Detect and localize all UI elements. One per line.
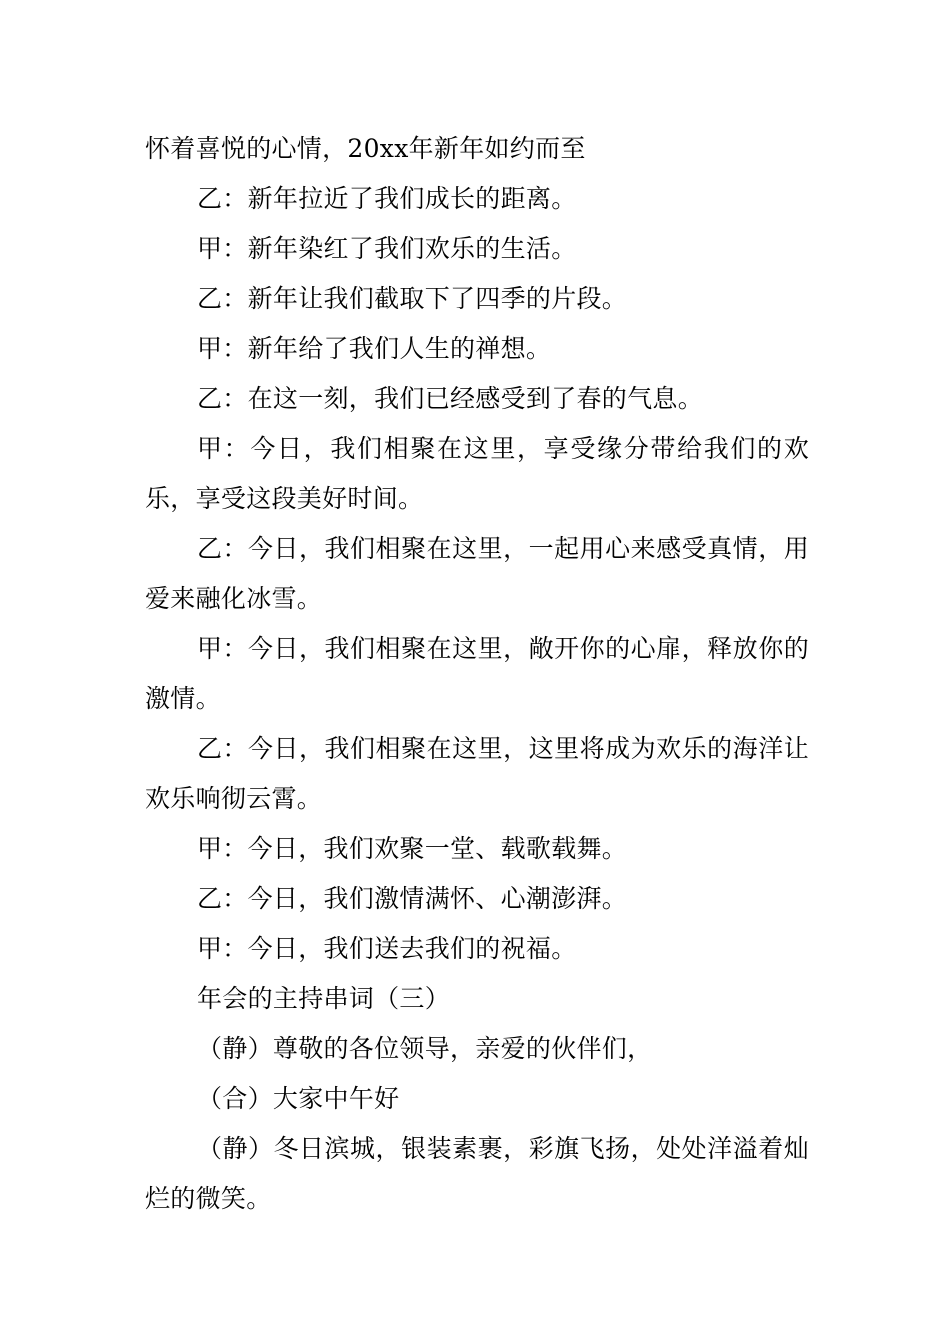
paragraph: 甲：今日，我们欢聚一堂、载歌载舞。 bbox=[197, 834, 628, 863]
paragraph: 甲：新年给了我们人生的禅想。 bbox=[197, 334, 552, 363]
paragraph: 甲：新年染红了我们欢乐的生活。 bbox=[197, 234, 577, 263]
paragraph: 乙：新年让我们截取下了四季的片段。 bbox=[197, 284, 628, 313]
paragraph: （静）尊敬的各位领导，亲爱的伙伴们， bbox=[197, 1034, 653, 1063]
section-heading: 年会的主持串词（三） bbox=[197, 984, 451, 1013]
paragraph: 甲：今日，我们送去我们的祝福。 bbox=[197, 934, 577, 963]
paragraph: 乙：新年拉近了我们成长的距离。 bbox=[197, 184, 577, 213]
paragraph: 怀着喜悦的心情，20xx年新年如约而至 bbox=[145, 134, 586, 163]
paragraph: 乙：在这一刻，我们已经感受到了春的气息。 bbox=[197, 384, 704, 413]
paragraph: 乙：今日，我们相聚在这里，一起用心来感受真情，用爱来融化冰雪。 bbox=[145, 534, 809, 613]
paragraph: 乙：今日，我们相聚在这里，这里将成为欢乐的海洋让欢乐响彻云霄。 bbox=[145, 734, 809, 813]
paragraph: （合）大家中午好 bbox=[197, 1084, 400, 1113]
paragraph: 甲：今日，我们相聚在这里，享受缘分带给我们的欢乐，享受这段美好时间。 bbox=[145, 434, 809, 513]
paragraph: （静）冬日滨城，银装素裹，彩旗飞扬，处处洋溢着灿烂的微笑。 bbox=[145, 1134, 809, 1213]
document-body bbox=[145, 124, 809, 1224]
paragraph: 乙：今日，我们激情满怀、心潮澎湃。 bbox=[197, 884, 628, 913]
paragraph: 甲：今日，我们相聚在这里，敞开你的心扉，释放你的激情。 bbox=[145, 634, 809, 713]
